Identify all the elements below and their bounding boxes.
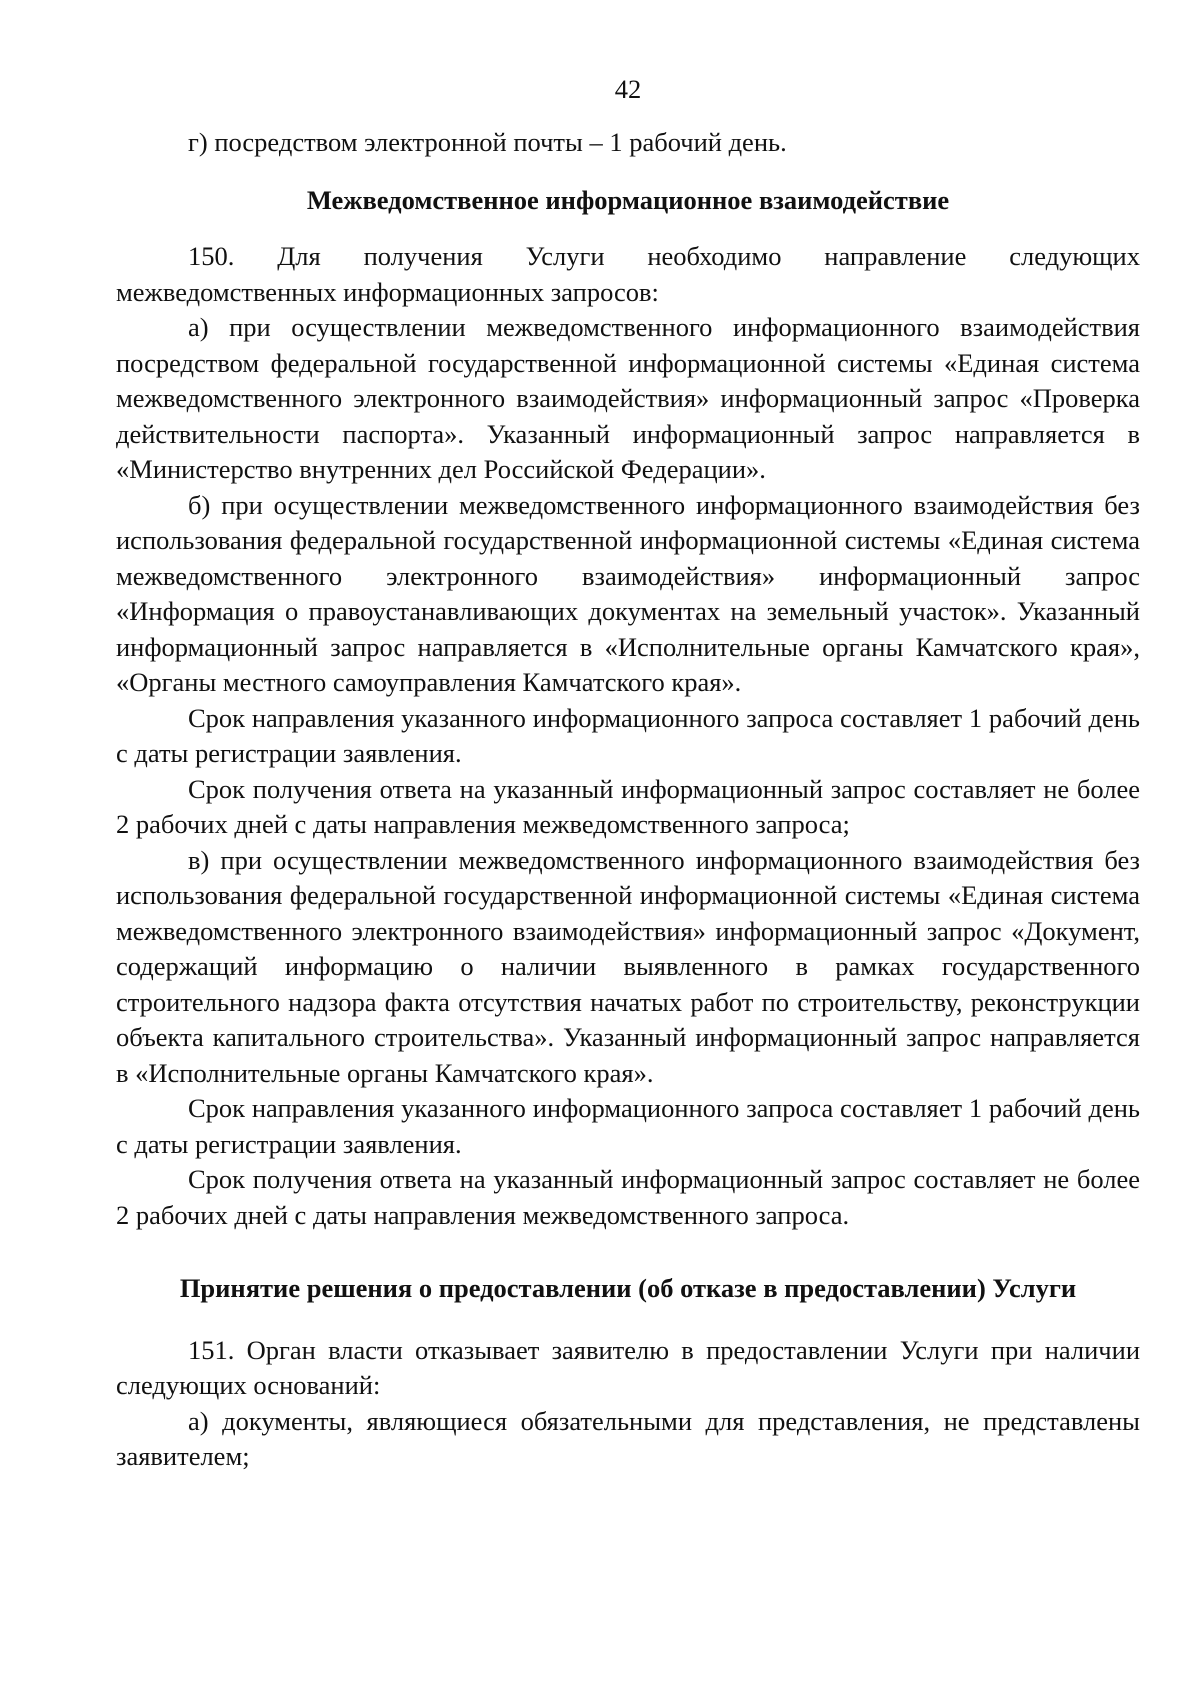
section-heading-interagency: Межведомственное информационное взаимодействие — [306, 184, 950, 215]
paragraph-150-b: б) при осуществлении межведомственного информационного взаимодействия без использования федеральной государственной информационной системы «Единая система межведомственного электронного взаимодействия» информационный запрос «Информация о правоустанавливающих документах на земельный участок». Указанный информационный запрос направляется в «Исполнительные органы Камчатского края», «Органы местного самоуправления Камчатского края». — [116, 489, 1140, 697]
intro-paragraph: г) посредством электронной почты – 1 рабочий день. — [188, 127, 787, 157]
section-151 — [116, 1333, 1140, 1475]
paragraph-150-v-deadline-reply: Срок получения ответа на указанный информационный запрос составляет не более 2 рабочих дней с даты направления межведомственного запроса. — [116, 1164, 1140, 1230]
section-heading-decision: Принятие решения о предоставлении (об отказе в предоставлении) Услуги — [179, 1273, 1077, 1303]
section-150 — [116, 239, 1140, 1233]
paragraph-151: 151. Орган власти отказывает заявителю в предоставлении Услуги при наличии следующих оснований: — [116, 1334, 1140, 1400]
page-number: 42 — [614, 74, 642, 104]
paragraph-150-v: в) при осуществлении межведомственного информационного взаимодействия без использования федеральной государственной информационной системы «Единая система межведомственного электронного взаимодействия» информационный запрос «Документ, содержащий информацию о наличии выявленного в рамках государственного строительного надзора факта отсутствия начатых работ по строительству, реконструкции объекта капитального строительства». Указанный информационный запрос направляется в «Исполнительные органы Камчатского края». — [116, 844, 1140, 1088]
paragraph-150-a: а) при осуществлении межведомственного информационного взаимодействия посредством федеральной государственной информационной системы «Единая система межведомственного электронного взаимодействия» информационный запрос «Проверка действительности паспорта». Указанный информационный запрос направляется в «Министерство внутренних дел Российской Федерации». — [116, 312, 1140, 484]
paragraph-150-b-deadline-reply: Срок получения ответа на указанный информационный запрос составляет не более 2 рабочих дней с даты направления межведомственного запроса; — [116, 773, 1140, 839]
paragraph-150: 150. Для получения Услуги необходимо направление следующих межведомственных информационных запросов: — [116, 241, 1140, 307]
paragraph-151-a: а) документы, являющиеся обязательными для представления, не представлены заявителем; — [116, 1405, 1140, 1471]
paragraph-150-b-deadline-send: Срок направления указанного информационного запроса составляет 1 рабочий день с даты регистрации заявления. — [116, 702, 1140, 768]
paragraph-150-v-deadline-send: Срок направления указанного информационного запроса составляет 1 рабочий день с даты регистрации заявления. — [116, 1093, 1140, 1159]
